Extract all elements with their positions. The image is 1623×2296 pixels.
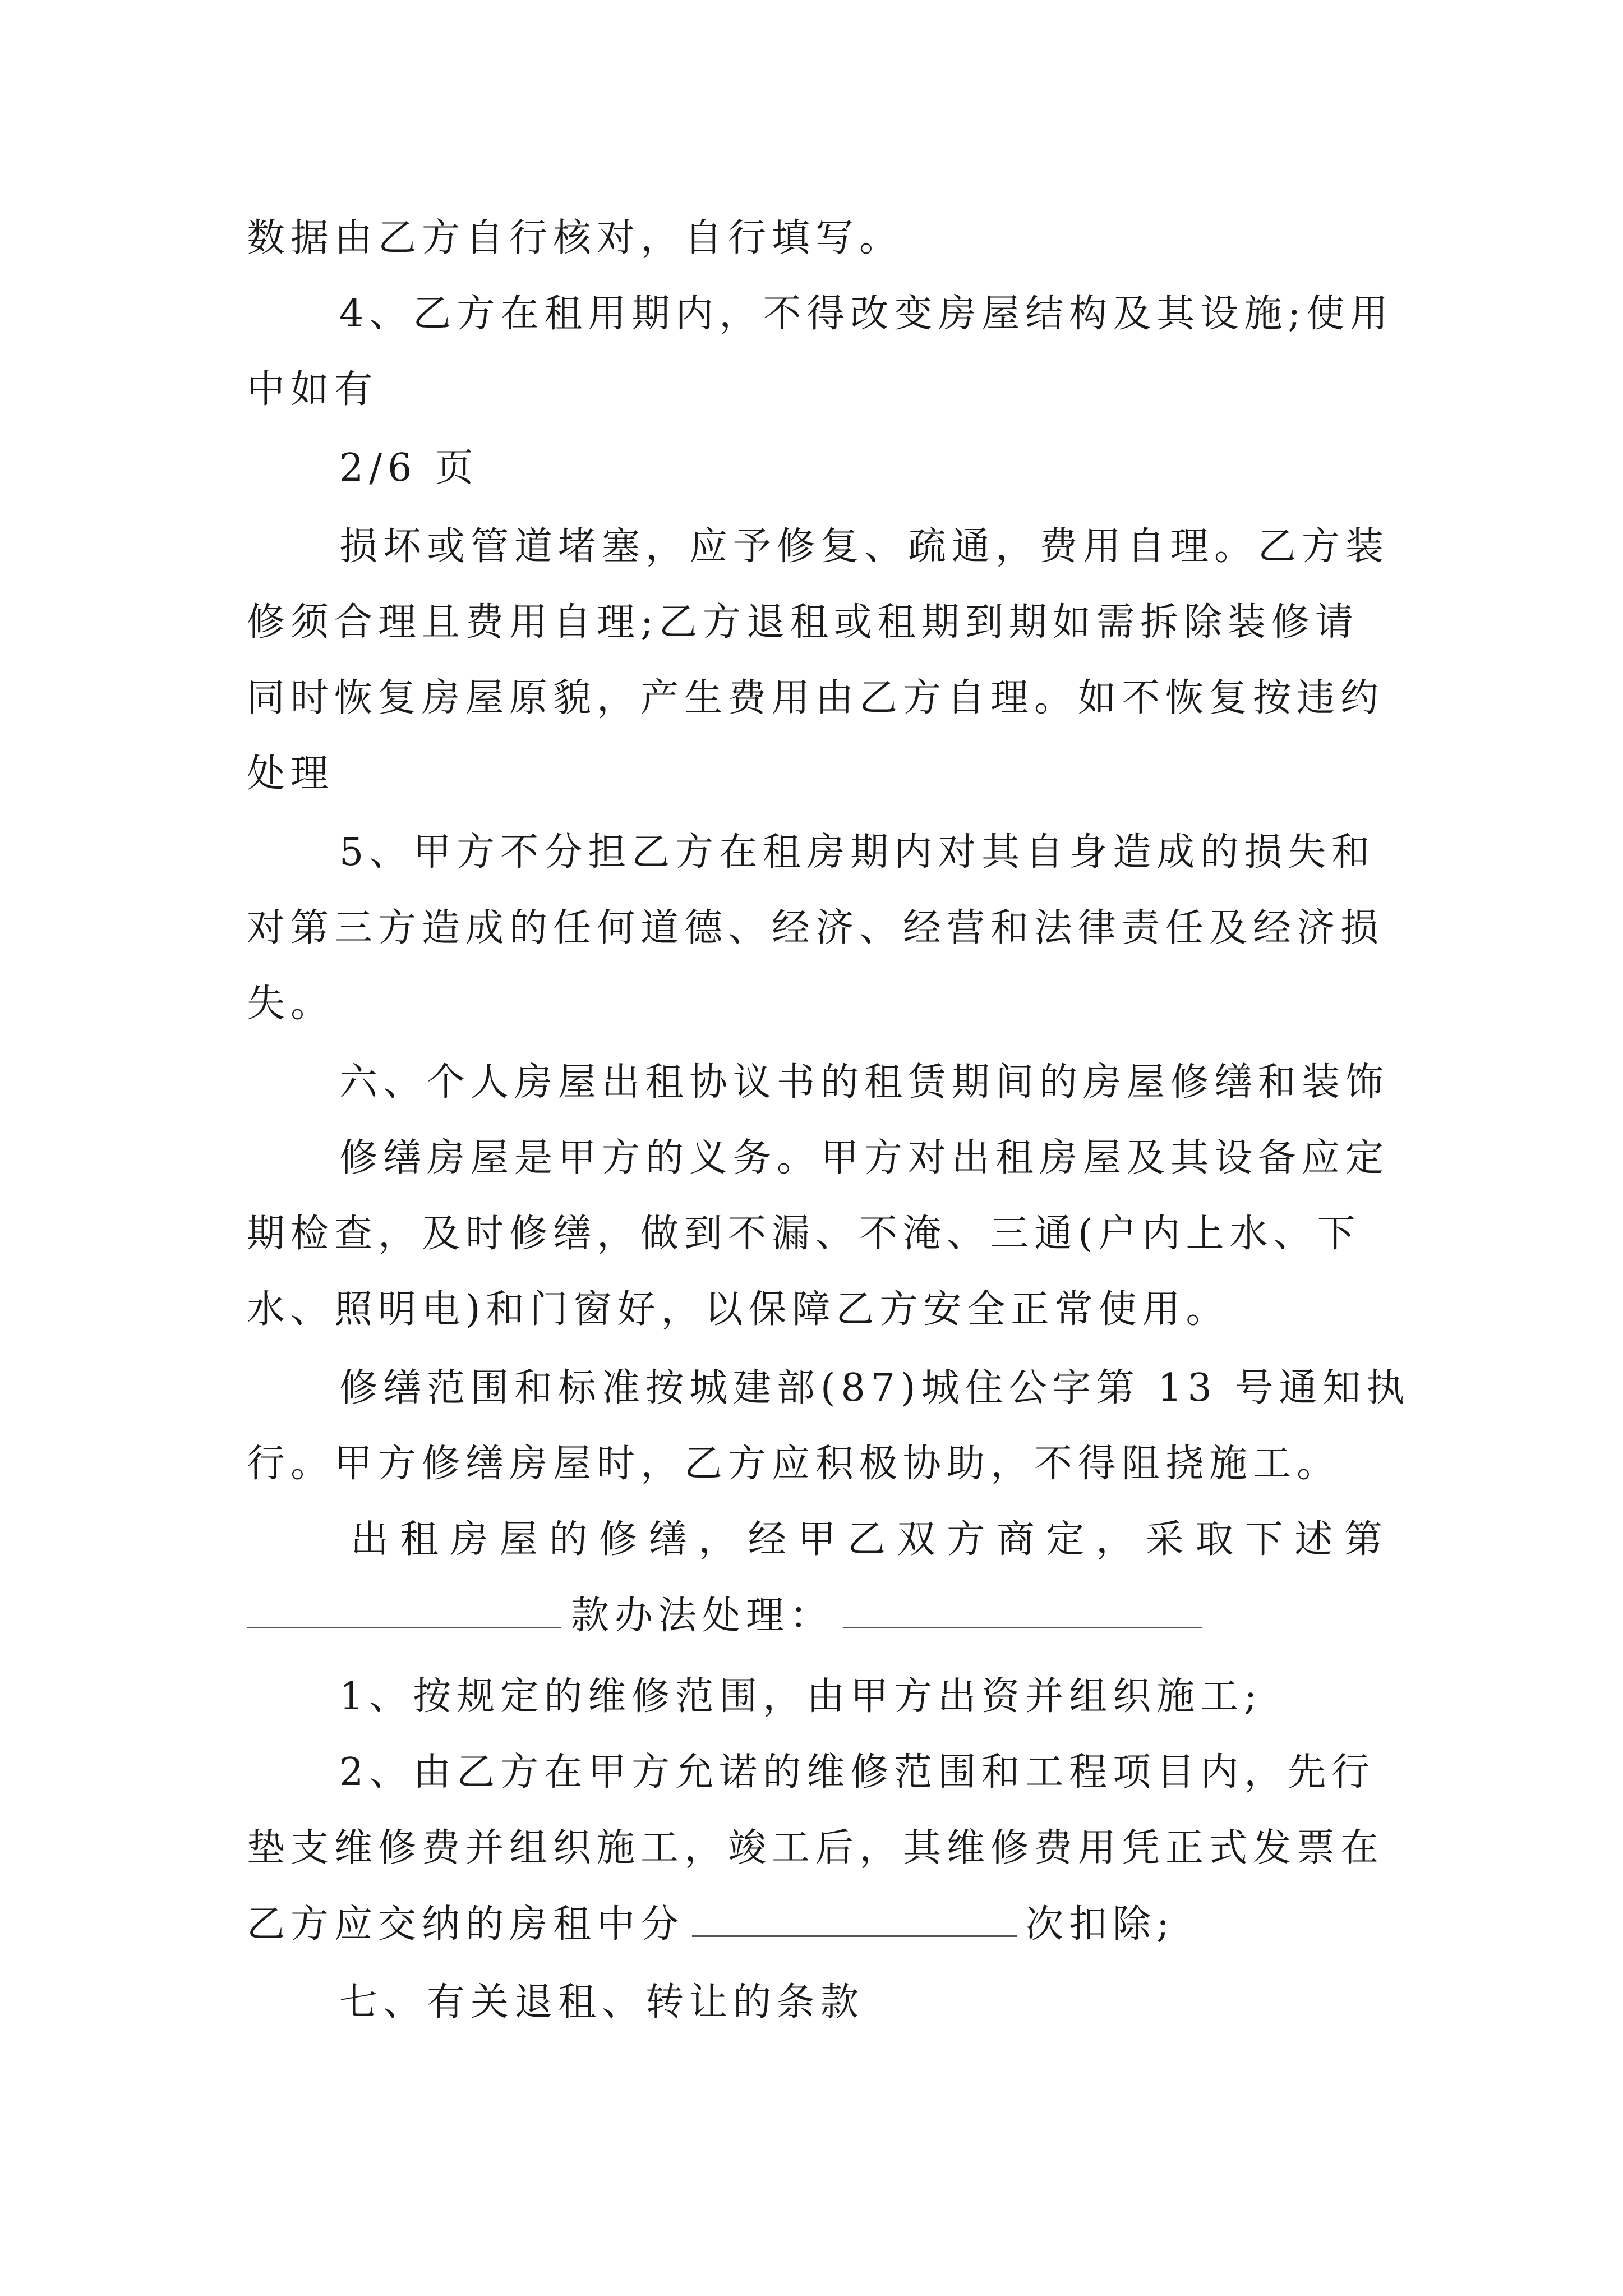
- text-fragment: 款办法处理：: [571, 1594, 834, 1638]
- blank-field: [692, 1902, 1017, 1937]
- text-line: 行。甲方修缮房屋时，乙方应积极协助，不得阻挠施工。: [247, 1442, 1341, 1486]
- section-6-heading: 六、个人房屋出租协议书的租赁期间的房屋修缮和装饰: [339, 1060, 1390, 1105]
- page-number: 2/6 页: [339, 446, 479, 490]
- option-1: 1、按规定的维修范围，由甲方出资并组织施工;: [339, 1674, 1263, 1719]
- text-line: 处理: [247, 752, 335, 796]
- text-line: 水、照明电)和门窗好，以保障乙方安全正常使用。: [247, 1287, 1230, 1332]
- clause-4-line-1: 4、乙方在租用期内，不得改变房屋结构及其设施;使用: [339, 292, 1394, 336]
- fill-in-line: [247, 1593, 1202, 1639]
- text-line: 出租房屋的修缮，经甲乙双方商定，采取下述第: [351, 1517, 1382, 1562]
- text-fragment: 次扣除;: [1025, 1902, 1175, 1947]
- section-7-heading: 七、有关退租、转让的条款: [339, 1980, 865, 2024]
- text-line: 数据由乙方自行核对，自行填写。: [247, 216, 903, 260]
- text-line: 同时恢复房屋原貌，产生费用由乙方自理。如不恢复按违约: [247, 676, 1385, 720]
- clause-5-line-1: 5、甲方不分担乙方在租房期内对其自身造成的损失和: [339, 830, 1376, 875]
- blank-field: [247, 1593, 561, 1628]
- text-line: 修缮房屋是甲方的义务。甲方对出租房屋及其设备应定: [339, 1136, 1390, 1180]
- clause-5-line-3: 失。: [247, 982, 335, 1026]
- text-fragment: 乙方应交纳的房租中分: [247, 1902, 685, 1947]
- clause-5-line-2: 对第三方造成的任何道德、经济、经营和法律责任及经济损: [247, 906, 1385, 950]
- blank-field: [843, 1593, 1202, 1628]
- text-line: 损坏或管道堵塞，应予修复、疏通，费用自理。乙方装: [339, 524, 1390, 569]
- text-line: 期检查，及时修缮，做到不漏、不淹、三通(户内上水、下: [247, 1212, 1361, 1256]
- clause-4-line-2: 中如有: [247, 367, 379, 412]
- option-2-line-1: 2、由乙方在甲方允诺的维修范围和工程项目内，先行: [339, 1750, 1376, 1795]
- option-2-line-3: [247, 1902, 1175, 1947]
- text-line: 修须合理且费用自理;乙方退租或租期到期如需拆除装修请: [247, 600, 1359, 645]
- text-line: 修缮范围和标准按城建部(87)城住公字第 13 号通知执: [339, 1366, 1410, 1410]
- option-2-line-2: 垫支维修费并组织施工，竣工后，其维修费用凭正式发票在: [247, 1826, 1385, 1870]
